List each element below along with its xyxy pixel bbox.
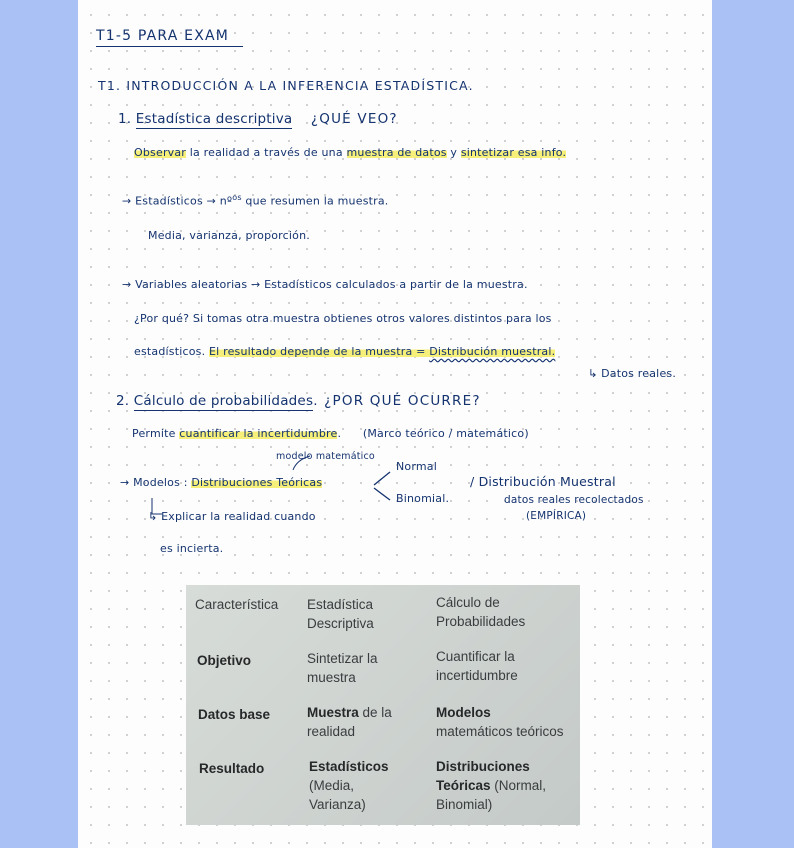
highlight-cuantificar: cuantificar la incertidumbre xyxy=(179,427,338,440)
text-segment: matemáticos teóricos xyxy=(436,724,564,739)
text-segment: la realidad a través de una xyxy=(186,146,347,159)
row-label-resultado: Resultado xyxy=(199,761,265,776)
objetivo-estadistica: Sintetizar la muestra xyxy=(307,651,378,685)
text-segment: (Media, Varianza) xyxy=(309,778,366,812)
empirica-label: (EMPÍRICA) xyxy=(526,510,587,522)
ink-strokes xyxy=(78,0,712,600)
text-segment: que resumen la muestra. xyxy=(241,194,389,208)
subsection-1-number: 1. xyxy=(118,111,132,127)
text-segment: . xyxy=(337,427,342,440)
superscript: os xyxy=(232,193,242,202)
text-segment: → Modelos : xyxy=(120,476,192,489)
bold-text: Distribuciones Teóricas xyxy=(436,759,530,793)
section-heading-t1: T1. INTRODUCCIÓN A LA INFERENCIA ESTADÍSTICA. xyxy=(98,78,474,93)
bold-text: Estadísticos xyxy=(309,759,389,774)
variables-aleatorias-line: → Variables aleatorias → Estadísticos calculados a partir de la muestra. xyxy=(122,278,528,291)
text-segment: de la realidad xyxy=(307,705,392,739)
bold-text: Muestra xyxy=(307,705,359,720)
text-segment: y xyxy=(446,146,461,159)
explicar-line: ↳ Explicar la realidad cuando xyxy=(148,510,316,523)
why-line: ¿Por qué? Si tomas otra muestra obtienes otros valores distintos para los xyxy=(134,312,552,325)
text-segment: → Estadísticos → nº xyxy=(122,194,233,208)
subsection-2-number: 2. xyxy=(116,393,130,409)
text-segment: Permite xyxy=(132,427,180,440)
datos-recolectados: datos reales recolectados xyxy=(504,494,644,506)
subsection-1-title: Estadística descriptiva xyxy=(135,111,293,127)
binomial-label: Binomial. xyxy=(396,492,450,505)
table-header-caracteristica: Característica xyxy=(195,597,279,612)
marco-teorico: (Marco teórico / matemático) xyxy=(362,427,529,440)
highlight-sintetizar: sintetizar esa info. xyxy=(460,146,567,159)
datos-base-calculo xyxy=(436,703,576,741)
table-header-estadistica: Estadística Descriptiva xyxy=(307,597,374,631)
estadisticos-examples: Media, varianza, proporción. xyxy=(148,229,310,242)
comparison-table xyxy=(186,585,580,825)
highlight-resultado: El resultado depende de la muestra = xyxy=(209,345,430,358)
normal-label: Normal xyxy=(396,460,437,473)
annotation-modelo-matematico: modelo matemático xyxy=(276,451,375,462)
highlight-muestra: muestra de datos xyxy=(346,146,447,159)
incierta-line: es incierta. xyxy=(160,542,224,555)
objetivo-calculo: Cuantificar la incertidumbre xyxy=(436,649,518,683)
text-segment: (Normal, Binomial) xyxy=(436,778,547,812)
highlight-distribuciones-teoricas: Distribuciones Teóricas xyxy=(191,476,323,489)
highlight-observar: Observar xyxy=(134,146,187,159)
row-label-datos-base: Datos base xyxy=(198,707,271,722)
table-header-calculo: Cálculo de Probabilidades xyxy=(436,595,526,629)
row-label-objetivo: Objetivo xyxy=(197,653,252,668)
distribucion-muestral-label: / Distribución Muestral xyxy=(470,474,616,489)
subsection-2-title: Cálculo de probabilidades xyxy=(133,393,314,409)
bold-text: Modelos xyxy=(436,705,491,720)
resultado-calculo xyxy=(436,757,576,814)
datos-base-estadistica xyxy=(307,703,417,741)
distribucion-muestral: Distribución muestral. xyxy=(429,345,556,358)
subsection-1-question: ¿QUÉ VEO? xyxy=(310,111,398,127)
datos-reales: ↳ Datos reales. xyxy=(588,367,677,380)
text-segment: estadísticos. xyxy=(134,345,209,358)
resultado-estadistica xyxy=(309,757,409,814)
subsection-2-question: . ¿POR QUÉ OCURRE? xyxy=(313,393,481,409)
page-title: T1-5 PARA EXAM xyxy=(96,28,243,47)
